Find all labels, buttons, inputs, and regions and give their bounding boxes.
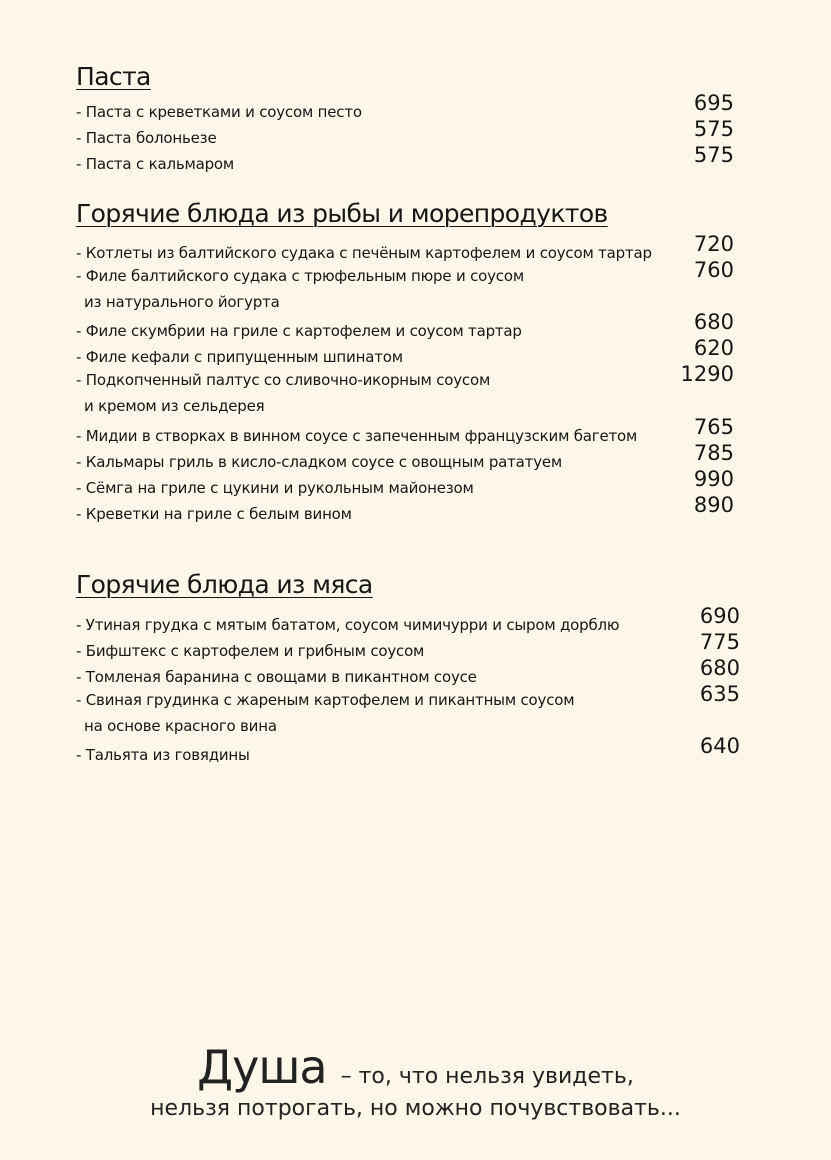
item-name: - Котлеты из балтийского судака с печёным картофелем и соусом тартар xyxy=(76,244,652,262)
item-name-line2: из натурального йогурта xyxy=(84,293,280,311)
footer-quote xyxy=(0,1040,831,1121)
item-name: - Кальмары гриль в кисло-сладком соусе с овощным рататуем xyxy=(76,453,563,471)
item-name-line2: и кремом из сельдерея xyxy=(84,397,265,415)
item-name: - Бифштекс с картофелем и грибным соусом xyxy=(76,642,425,660)
menu-item xyxy=(76,232,740,262)
menu-item xyxy=(76,310,740,340)
item-price: 575 xyxy=(693,117,734,141)
item-price: 575 xyxy=(693,143,734,167)
menu-item xyxy=(76,630,740,660)
item-name xyxy=(76,691,574,735)
item-price: 635 xyxy=(699,682,740,706)
section-title-pasta: Паста xyxy=(76,62,151,91)
item-name-line1: - Подкопченный палтус со сливочно-икорным соусом xyxy=(76,371,491,389)
item-name: - Мидии в створках в винном соусе с запеченным французским багетом xyxy=(76,427,638,445)
menu-item xyxy=(76,415,740,445)
item-name: - Паста с кальмаром xyxy=(76,155,235,173)
menu-item xyxy=(76,143,740,173)
item-price: 640 xyxy=(699,734,740,758)
item-name: - Тальята из говядины xyxy=(76,746,250,764)
item-name xyxy=(76,371,490,415)
menu-item xyxy=(76,734,740,764)
item-price: 620 xyxy=(693,336,734,360)
item-price: 765 xyxy=(693,415,734,439)
item-price: 720 xyxy=(693,232,734,256)
item-price: 680 xyxy=(693,310,734,334)
quote-line1-rest: – то, что нельзя увидеть, xyxy=(340,1064,634,1089)
item-name: - Паста с креветками и соусом песто xyxy=(76,103,362,121)
item-price: 690 xyxy=(699,604,740,628)
menu-item xyxy=(76,656,740,686)
menu-item xyxy=(76,91,740,121)
menu-item xyxy=(76,336,740,366)
section-title-fish: Горячие блюда из рыбы и морепродуктов xyxy=(76,199,608,228)
item-name: - Паста болоньезе xyxy=(76,129,217,147)
menu-item xyxy=(76,258,740,314)
section-title-meat: Горячие блюда из мяса xyxy=(76,570,373,599)
item-price: 890 xyxy=(693,493,734,517)
item-price: 785 xyxy=(693,441,734,465)
quote-line1 xyxy=(0,1040,831,1094)
quote-big-word: Душа xyxy=(197,1040,327,1094)
quote-line2: нельзя потрогать, но можно почувствовать... xyxy=(150,1096,681,1121)
menu-item xyxy=(76,441,740,471)
item-price: 695 xyxy=(693,91,734,115)
item-name: - Сёмга на гриле с цукини и рукольным майонезом xyxy=(76,479,474,497)
item-price: 760 xyxy=(693,258,734,282)
item-name: - Филе кефали с припущенным шпинатом xyxy=(76,348,403,366)
menu-item xyxy=(76,117,740,147)
item-name-line1: - Филе балтийского судака с трюфельным пюре и соусом xyxy=(76,267,524,285)
menu-item xyxy=(76,493,740,523)
item-name: - Утиная грудка с мятым бататом, соусом чимичурри и сыром дорблю xyxy=(76,616,620,634)
menu-item xyxy=(76,682,740,738)
menu-item xyxy=(76,604,740,634)
item-name: - Филе скумбрии на гриле с картофелем и соусом тартар xyxy=(76,322,522,340)
item-price: 1290 xyxy=(680,362,734,386)
item-name: - Креветки на гриле с белым вином xyxy=(76,505,352,523)
item-name xyxy=(76,267,524,311)
item-price: 775 xyxy=(699,630,740,654)
item-price: 680 xyxy=(699,656,740,680)
item-name-line2: на основе красного вина xyxy=(84,717,277,735)
item-price: 990 xyxy=(693,467,734,491)
menu-item xyxy=(76,362,740,418)
menu-item xyxy=(76,467,740,497)
item-name-line1: - Свиная грудинка с жареным картофелем и пикантным соусом xyxy=(76,691,575,709)
item-name: - Томленая баранина с овощами в пикантном соусе xyxy=(76,668,477,686)
